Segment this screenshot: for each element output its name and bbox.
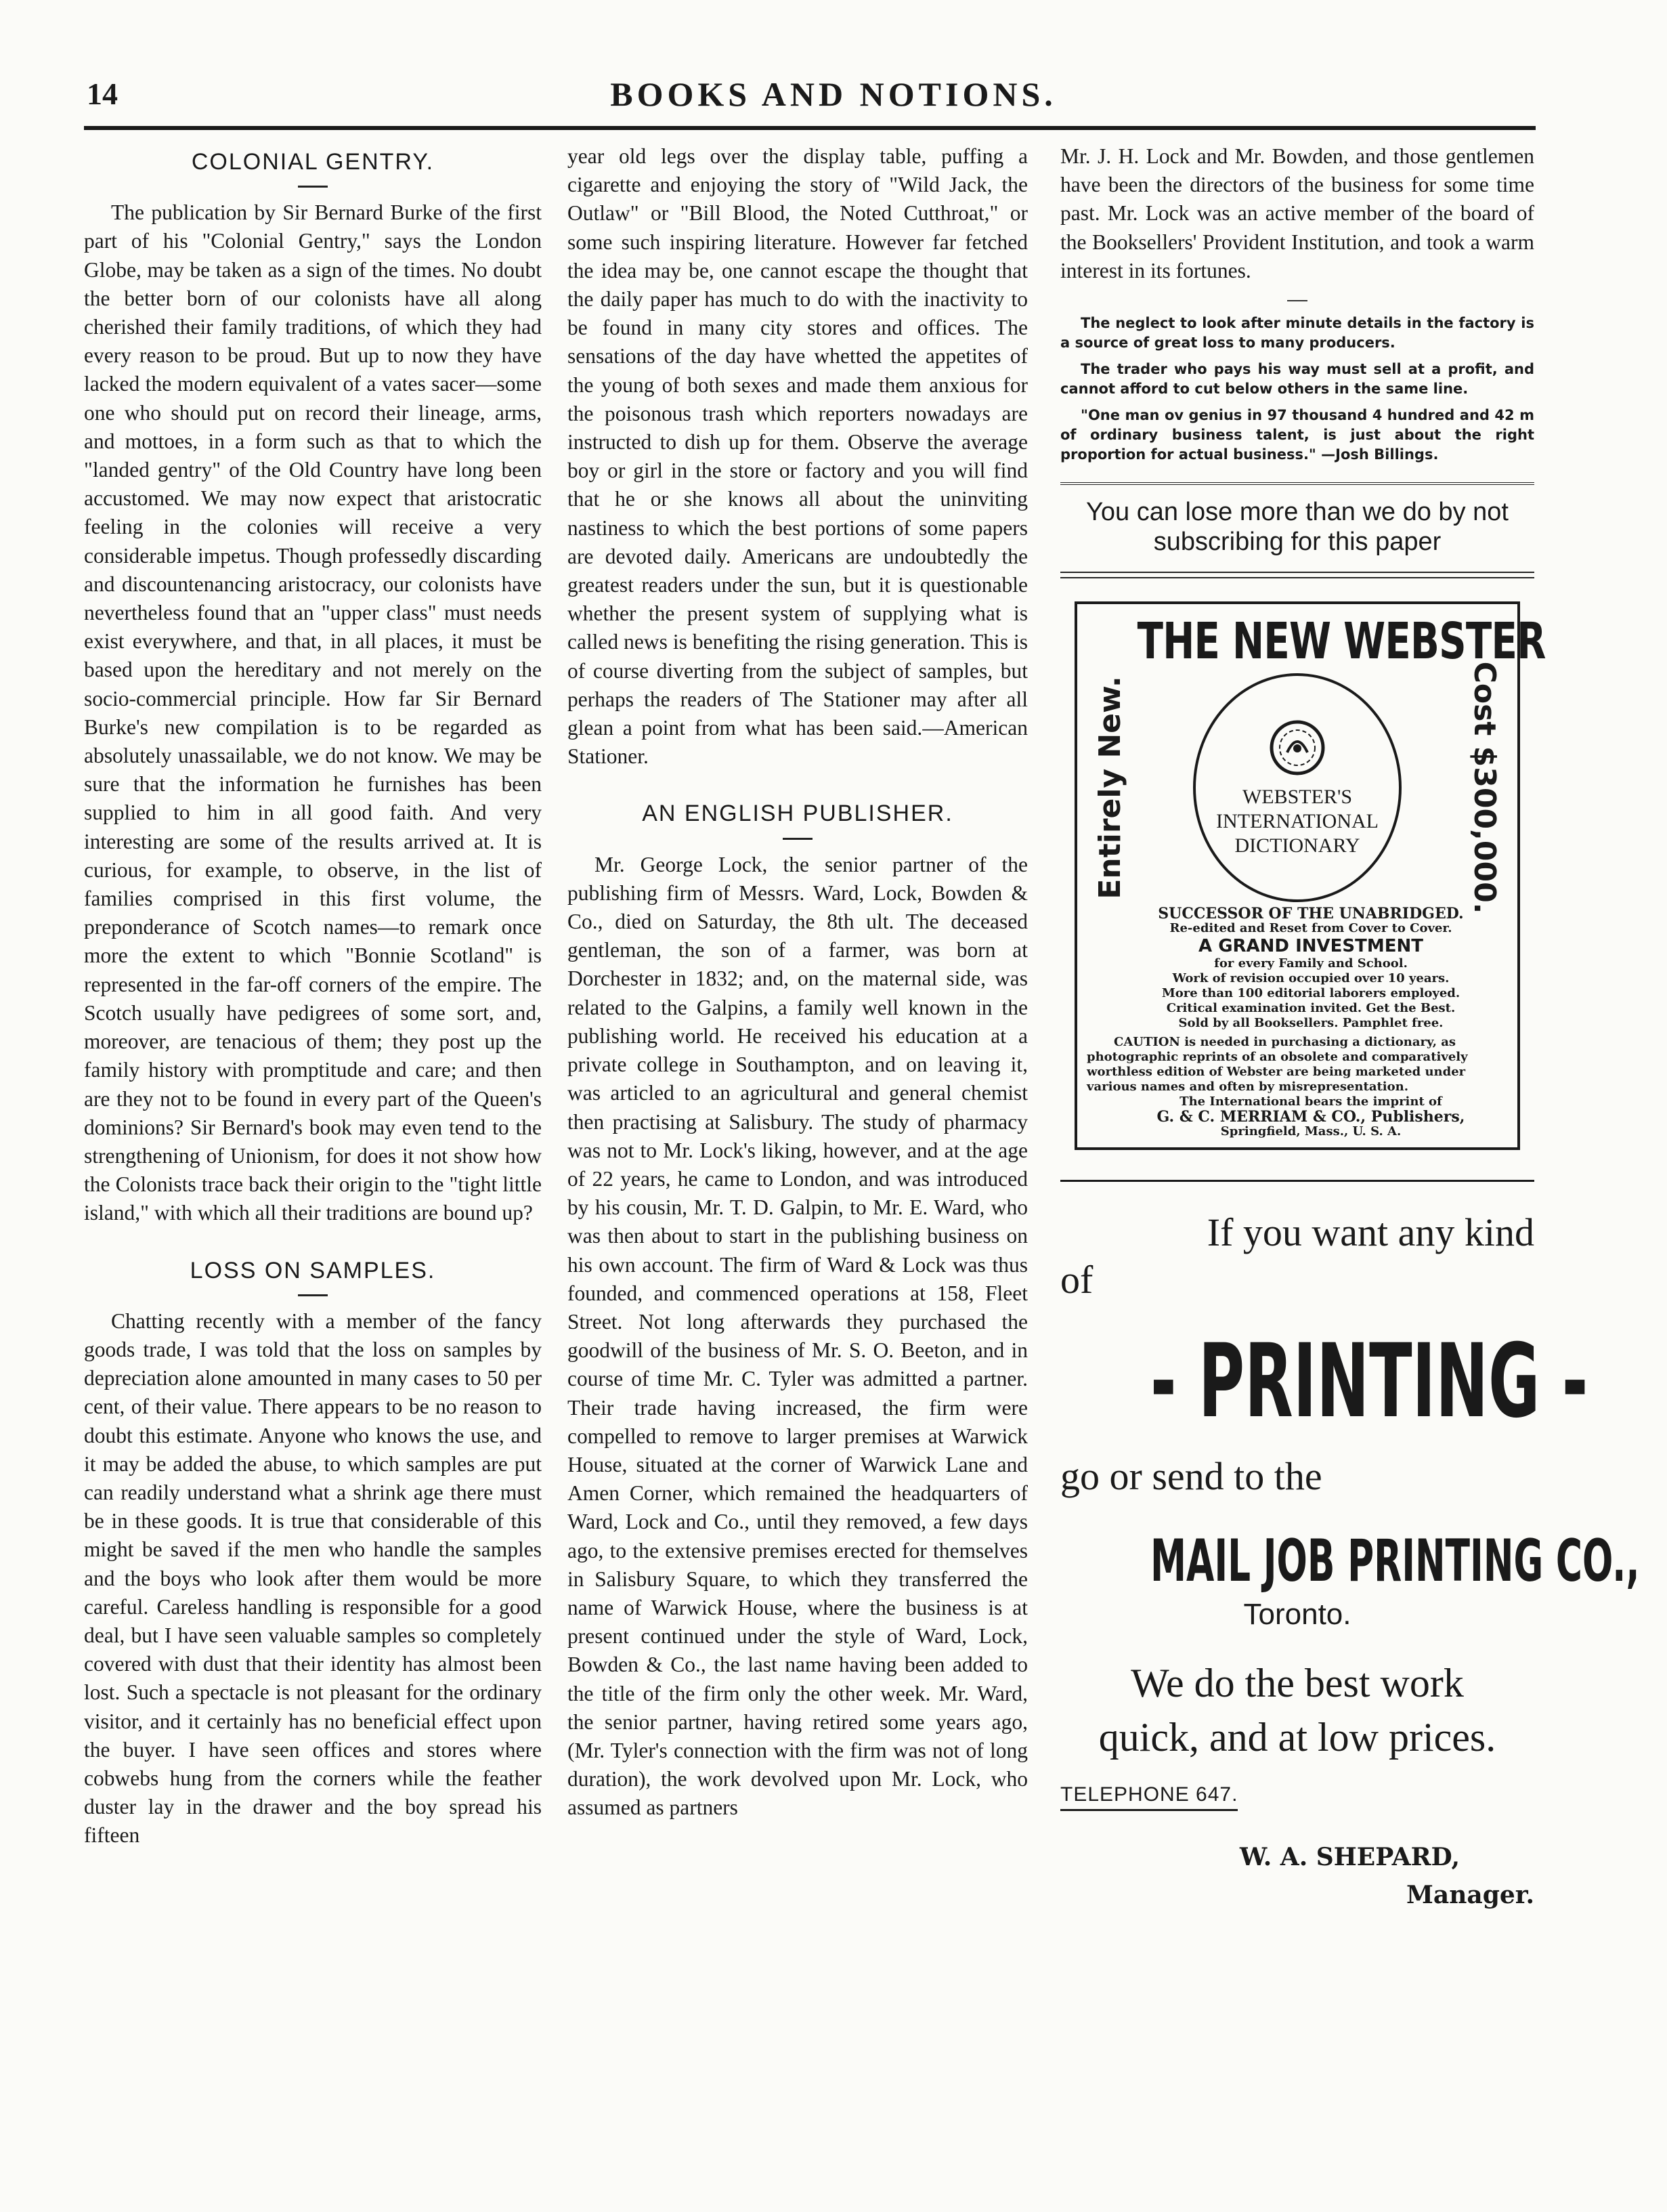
vertical-text-left: Entirely New. [1092,676,1127,899]
printing-slogan: quick, and at low prices. [1098,1715,1496,1760]
ad-successor: SUCCESSOR OF THE UNABRIDGED. [1158,905,1464,923]
separator-dash [1287,300,1307,301]
ad-line: Critical examination invited. Get the Best. [1166,1001,1456,1016]
seal-line: DICTIONARY [1234,834,1360,857]
seal-line: WEBSTER'S [1242,786,1353,809]
heading-english-publisher: AN ENGLISH PUBLISHER. [642,801,953,827]
dictionary-seal [1193,673,1402,902]
column-3 [1060,142,1640,1914]
article-paragraph: The publication by Sir Bernard Burke of the first part of his "Colonial Gentry," says the London Globe, may be taken as a sign of the times. No doubt the better born of our colonists have all along cherished their family traditions, of which they had every reason to be proud. But up to now they have lacked the modern equivalent of a vates sacer—some one who should put on record their lineage, arms, and mottoes, in a form such as that to which the "landed gentry" of the Old Country have long been accustomed. We may now expect that aristocratic feeling in the colonies will receive a very considerable impetus. Though professedly discarding and discountenancing aristocracy, our colonists have nevertheless found that an "upper class" must needs exist everywhere, and that, in all places, it must be based upon the hereditary and not merely on the socio-commercial principle. How far Sir Bernard Burke's new compilation is to be regarded as absolutely unassailable, we do not know. We may be sure that the information he furnishes has been supplied to him in all good faith. And very interesting are some of the results arrived at. It is curious, for example, to observe, in the list of families comprised in this first volume, the preponderance of Scotch names—to remark once more the extent to which "Bonnie Scotland" is represented in the far-off corners of the empire. The Scotch usually have pedigrees of some sort, and, moreover, are tenacious of them; they post up the family history with promptitude and care; and then are they not to be found in every part of the Queen's dominions? Sir Bernard's book may even tend to the strengthening of Unionism, for does it not show how the Colonists trace back their origin to the "tight little island," with which all their traditions are bound up? [84,200,542,1225]
printing-city: Toronto. [1243,1598,1351,1632]
printing-line: If you want any kind [1207,1210,1534,1255]
ad-family: for every Family and School. [1214,956,1408,971]
notes-block [1060,314,1534,465]
webster-ad-title: THE NEW WEBSTER [1137,612,1546,671]
note: "One man ov genius in 97 thousand 4 hundred and 42 m of ordinary business talent, is just about the right proportion for actual business." —Josh Billings. [1060,407,1534,463]
ad-line: Work of revision occupied over 10 years. [1172,971,1450,986]
ad-reedited: Re-edited and Reset from Cover to Cover. [1169,921,1452,936]
heading-dash [298,186,328,188]
vertical-text-right: Cost $300,000. [1467,661,1502,914]
page-number: 14 [87,77,118,111]
article-paragraph: Mr. George Lock, the senior partner of the publishing firm of Messrs. Ward, Lock, Bowden & Co., died on Saturday, the 8th ult. The deceased gentleman, the son of a farmer, was born at Dorchester in 1832; and, on the maternal side, was related to the Galpins, a family well known in the publishing world. He received his education at a private college in Southampton, and on leaving it, was articled to an agricultural and general chemist then practising at Salisbury. The study of pharmacy was not to Mr. Lock's liking, however, and at the age of 22 years, he came to London, and was introduced by his cousin, Mr. T. D. Galpin, to Mr. E. Ward, who was then about to start in the publishing business on his own account. The firm of Ward & Lock was thus founded, and commenced operations at 158, Fleet Street. Not long afterwards they purchased the goodwill of the business of Mr. S. O. Beeton, and in course of time Mr. C. Tyler was admitted a partner. Their trade having increased, the firm were compelled to remove to larger premises at Warwick House, situated at the corner of Warwick Lane and Amen Corner, which remained the headquarters of Ward, Lock and Co., until they removed, a few days ago, to the extensive premises erected for themselves in Salisbury Square, to which they transferred the name of Warwick House, where the business is at present continued under the style of Ward, Lock, Bowden & Co., the last name having been added to the title of the firm only the other week. Mr. Ward, the senior partner, having retired some years ago, (Mr. Tyler's connection with the firm was not of long duration), the work devolved upon Mr. Lock, who assumed as partners [567,852,1028,1820]
note: The trader who pays his way must sell at a profit, and cannot afford to cut below others in the same line. [1060,361,1534,398]
signer-title: Manager. [1406,1881,1534,1910]
column-2 [567,142,1028,1823]
wreath-emblem-icon [1267,717,1328,778]
ad-caution: CAUTION is needed in purchasing a dictionary, as photographic reprints of an obsolete and comparatively worthless edition of Webster are being marketed under various names and often by misrepresentation. [1087,1035,1468,1094]
article-paragraph: Chatting recently with a member of the fancy goods trade, I was told that the loss on samples by depreciation alone amounted in many cases to 50 per cent, of their value. There appears to be no reason to doubt this estimate. Anyone who knows the use, and it may be added the abuse, to which samples are put can readily understand what a shrink age there must be in these goods. It is true that considerable of this might be saved if the men who handle the samples and the boys who look after them would be more careful. Careless handling is responsible for a good deal, but I have seen valuable samples so completely covered with dust that their identity has almost been lost. Such a spectacle is not pleasant for the ordinary visitor, and it certainly has no beneficial effect upon the buyer. I have seen offices and stores where cobwebs hung from the corners while the feather duster lay in the drawer and the boy spread his fifteen [84,1309,542,1848]
printing-company: MAIL JOB PRINTING CO., [1150,1527,1640,1596]
note: The neglect to look after minute details in the factory is a source of great loss to many producers. [1060,315,1534,352]
heading-loss-on-samples: LOSS ON SAMPLES. [190,1257,436,1283]
ad-line: More than 100 editorial laborers employed. [1161,986,1460,1001]
printing-line: go or send to the [1060,1454,1322,1499]
double-rule [1060,572,1534,578]
ad-publisher: G. & C. MERRIAM & CO., Publishers, [1156,1108,1465,1126]
printing-advertisement [1060,1209,1640,1914]
seal-line: INTERNATIONAL [1216,810,1379,833]
signer-name: W. A. SHEPARD, [1239,1843,1460,1872]
masthead: BOOKS AND NOTIONS. [610,75,1057,113]
printing-slogan: We do the best work [1131,1661,1464,1706]
ad-imprint: The International bears the imprint of [1179,1094,1442,1109]
printing-line: of [1060,1258,1094,1302]
printing-telephone: TELEPHONE 647. [1060,1781,1238,1811]
heading-dash [783,838,813,840]
ad-city: Springfield, Mass., U. S. A. [1220,1124,1402,1139]
article-paragraph: year old legs over the display table, puffing a cigarette and enjoying the story of "Wild Jack, the Outlaw" or "Bill Blood, the Noted Cutthroat," or some such inspiring literature. However far fetched the idea may be, one cannot escape the thought that the daily paper has much to do with the inactivity to be found in many city stores and offices. The sensations of the day have whetted the appetites of the young of both sexes and made them anxious for the poisonous trash which reporters nowadays are instructed to dish up for them. Observe the average boy or girl in the store or factory and you will find that he or she knows all about the uninviting nastiness to which the best portions of some papers are devoted daily. Americans are undoubtedly the greatest readers under the sun, but it is questionable whether the present system of supplying what is called news is benefiting the rising generation. This is of course diverting from the subject of samples, but perhaps the readers of The Stationer may after all glean a point from what has been said.—American Stationer. [567,144,1028,769]
ad-grand-investment: A GRAND INVESTMENT [1198,936,1423,957]
ad-line: Sold by all Booksellers. Pamphlet free. [1178,1016,1444,1031]
printing-ad-rule [1060,1180,1534,1182]
column-1 [84,142,542,1850]
webster-advertisement [1075,601,1546,1150]
article-paragraph: Mr. J. H. Lock and Mr. Bowden, and those gentlemen have been the directors of the business for some time past. Mr. Lock was an active member of the board of the Booksellers' Provident Institution, and took a warm interest in its fortunes. [1060,144,1534,282]
heading-dash [298,1294,328,1296]
printing-headline: - PRINTING - [1150,1323,1588,1441]
top-rule [84,126,1536,130]
heading-colonial-gentry: COLONIAL GENTRY. [191,149,435,175]
subscribe-notice: You can lose more than we do by not subscribing for this paper [1060,482,1534,557]
